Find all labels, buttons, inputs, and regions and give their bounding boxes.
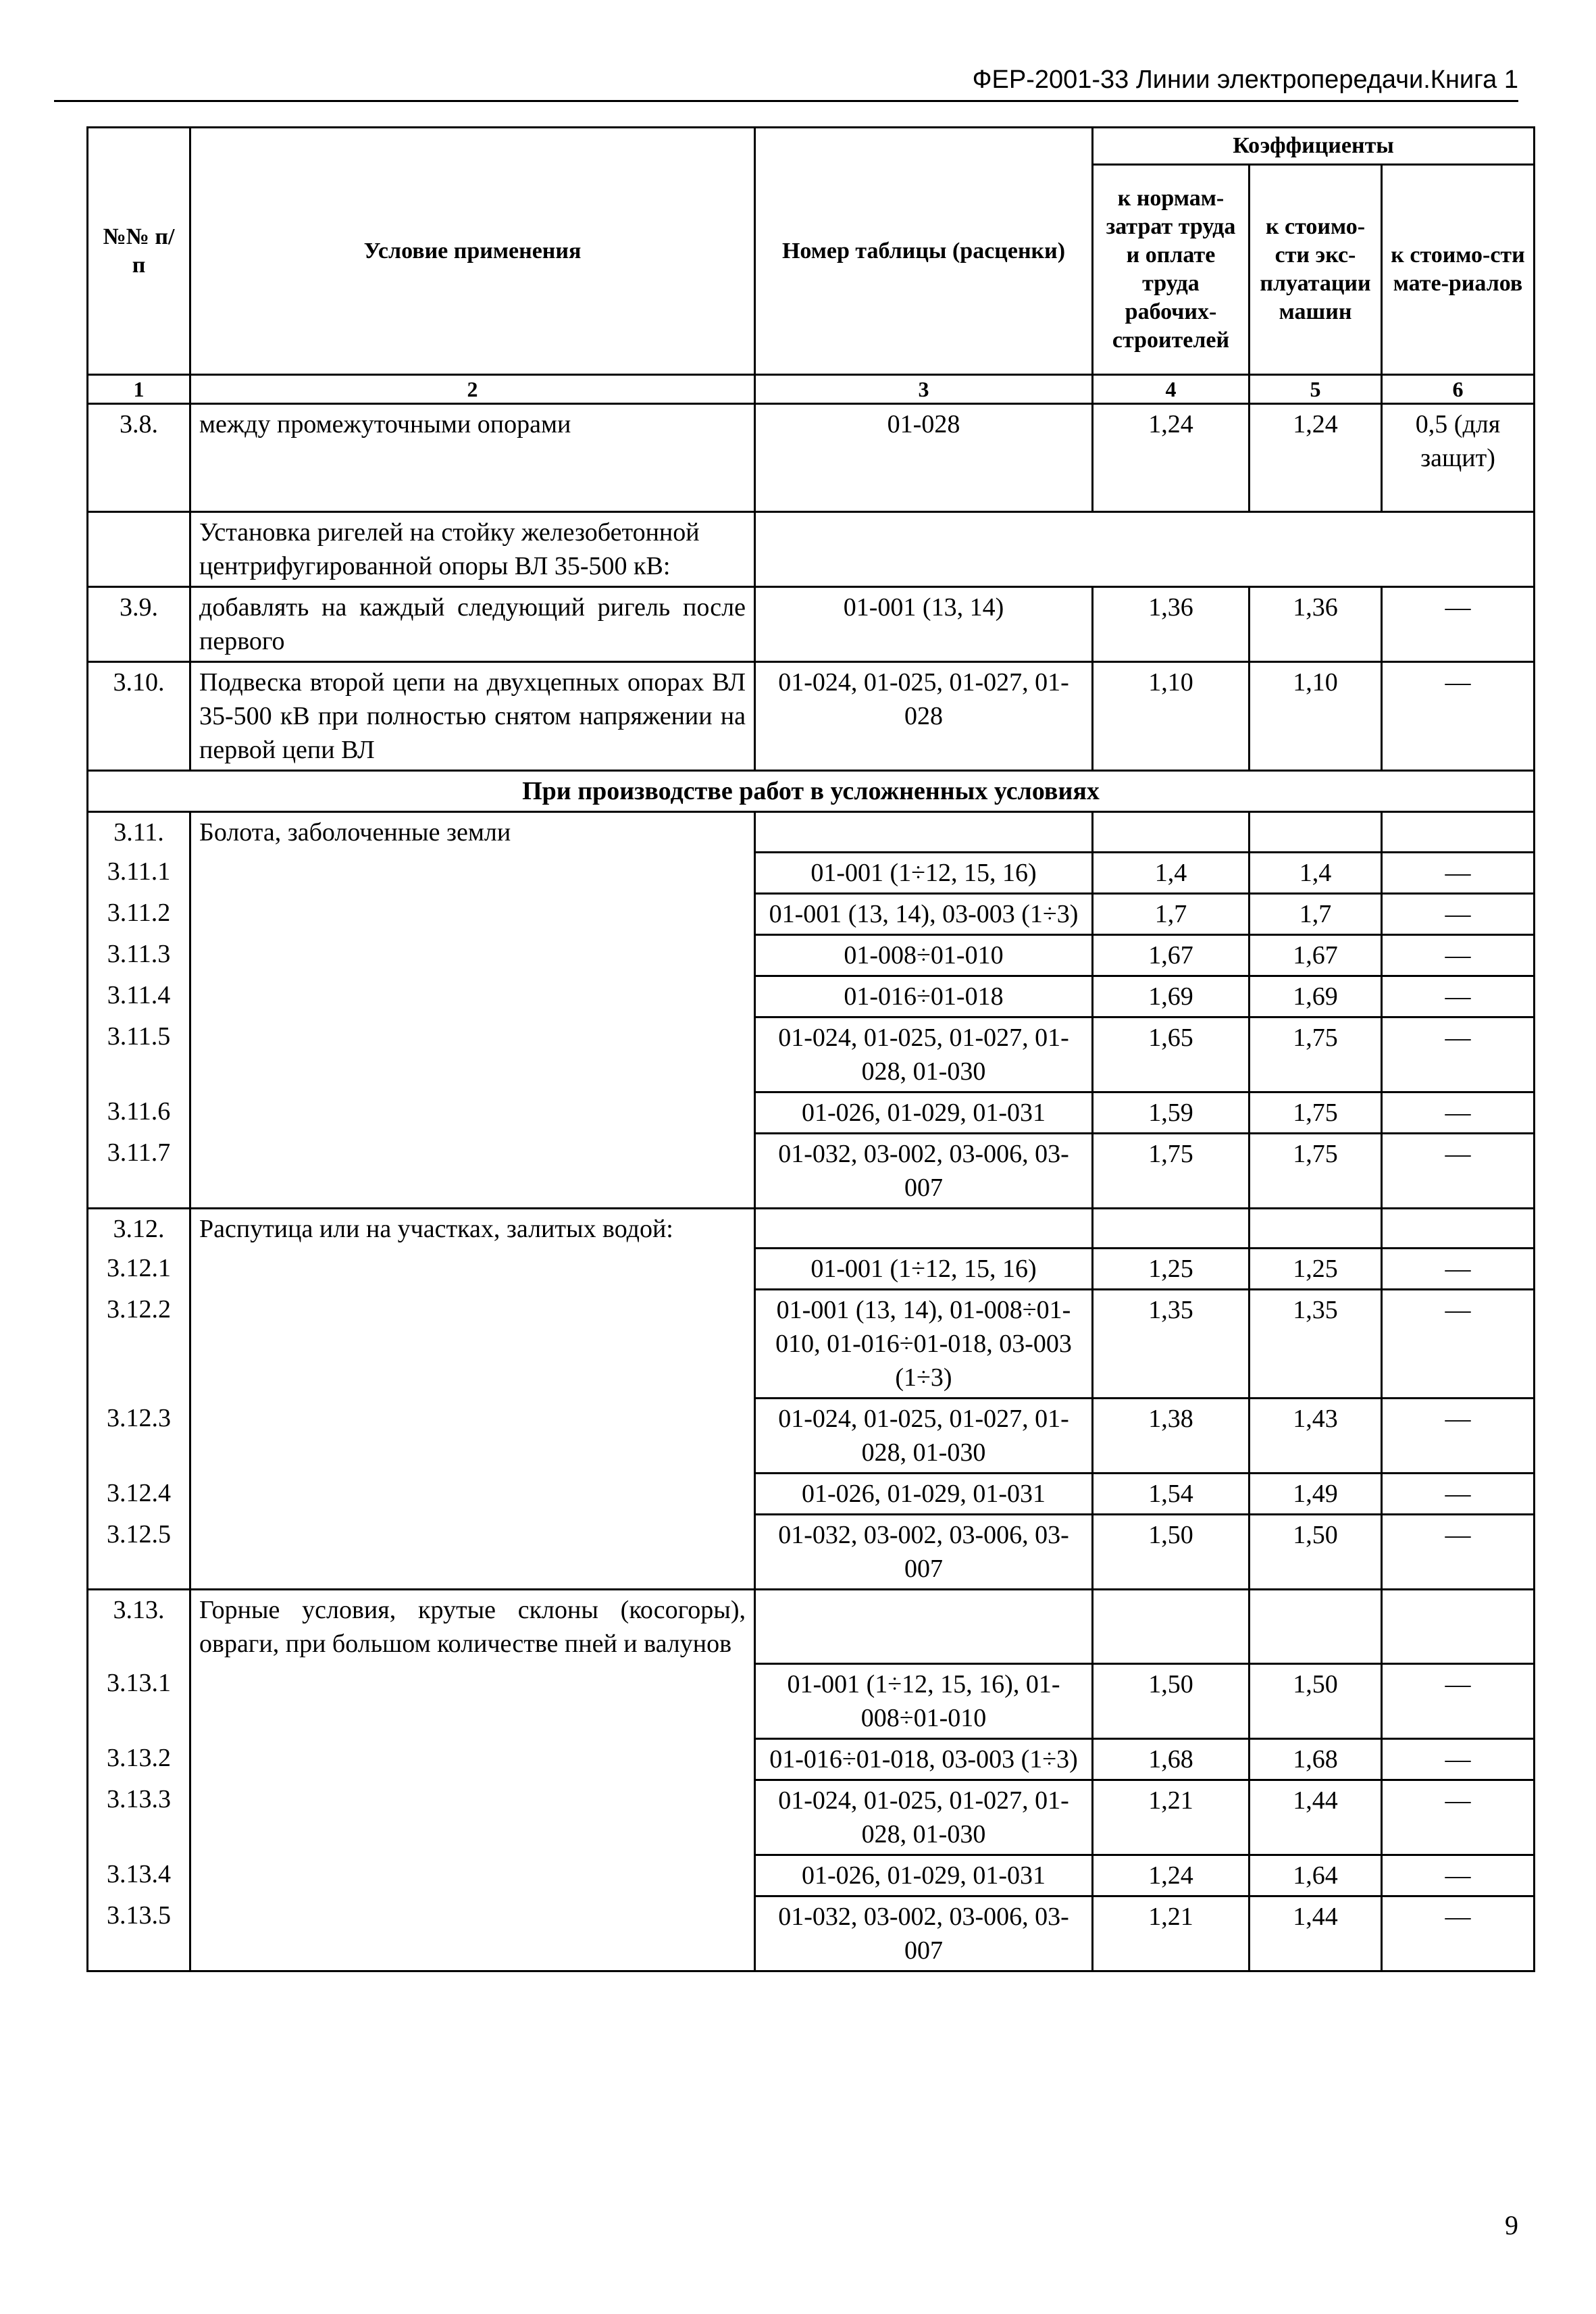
row-num: 3.10.	[88, 662, 190, 771]
col-number: 4	[1093, 375, 1250, 404]
col-number: 6	[1382, 375, 1535, 404]
group-machines-empty	[1250, 1590, 1382, 1664]
row-table: 01-026, 01-029, 01-031	[755, 1855, 1093, 1896]
row-machines: 1,49	[1250, 1474, 1382, 1515]
row-table: 01-032, 03-002, 03-006, 03-007	[755, 1133, 1093, 1208]
row-labor: 1,24	[1093, 404, 1250, 512]
row-condition-empty	[190, 1515, 755, 1590]
row-table: 01-016÷01-018	[755, 976, 1093, 1017]
header-num: №№ п/п	[88, 128, 190, 375]
row-materials: —	[1382, 1515, 1535, 1590]
row-condition-empty	[190, 1399, 755, 1474]
row-labor: 1,21	[1093, 1780, 1250, 1855]
section-row	[88, 771, 1535, 812]
row-table: 01-001 (1÷12, 15, 16)	[755, 1249, 1093, 1290]
row-labor: 1,50	[1093, 1663, 1250, 1738]
group-materials-empty	[1382, 1208, 1535, 1249]
group-num: 3.12.	[88, 1208, 190, 1249]
row-condition-empty	[190, 1290, 755, 1399]
row-materials: —	[1382, 1133, 1535, 1208]
group-table-empty	[755, 1208, 1093, 1249]
group-row	[88, 812, 1535, 853]
row-condition-empty	[190, 1738, 755, 1780]
header-labor: к нормам-затрат труда и оплате труда рабочих-строителей	[1093, 165, 1250, 375]
row-machines: 1,64	[1250, 1855, 1382, 1896]
group-row	[88, 1590, 1535, 1664]
row-machines: 1,10	[1250, 662, 1382, 771]
row-num: 3.11.2	[88, 893, 190, 934]
row-table: 01-001 (13, 14), 03-003 (1÷3)	[755, 893, 1093, 934]
row-materials: —	[1382, 1017, 1535, 1092]
row-materials: —	[1382, 1738, 1535, 1780]
group-row	[88, 1208, 1535, 1249]
row-table: 01-032, 03-002, 03-006, 03-007	[755, 1515, 1093, 1590]
row-materials: —	[1382, 1663, 1535, 1738]
row-labor: 1,21	[1093, 1896, 1250, 1971]
group-num: 3.13.	[88, 1590, 190, 1664]
header-coefficients: Коэффициенты	[1093, 128, 1535, 165]
row-table: 01-001 (1÷12, 15, 16)	[755, 852, 1093, 893]
row-table: 01-016÷01-018, 03-003 (1÷3)	[755, 1738, 1093, 1780]
group-machines-empty	[1250, 812, 1382, 853]
row-num: 3.12.4	[88, 1474, 190, 1515]
row-num: 3.8.	[88, 404, 190, 512]
row-condition-empty	[190, 1017, 755, 1092]
row-num: 3.12.5	[88, 1515, 190, 1590]
row-condition-empty	[190, 1249, 755, 1290]
row-condition-empty	[190, 1855, 755, 1896]
group-num: 3.11.	[88, 812, 190, 853]
row-materials: —	[1382, 1290, 1535, 1399]
row-labor: 1,10	[1093, 662, 1250, 771]
group-condition: Горные условия, крутые склоны (косогоры), овраги, при большом количестве пней и валунов	[190, 1590, 755, 1664]
row-materials: —	[1382, 852, 1535, 893]
row-materials: —	[1382, 1399, 1535, 1474]
row-condition-empty	[190, 1092, 755, 1133]
row-machines: 1,75	[1250, 1133, 1382, 1208]
row-num: 3.12.1	[88, 1249, 190, 1290]
row-num: 3.13.3	[88, 1780, 190, 1855]
row-machines: 1,69	[1250, 976, 1382, 1017]
table-row	[88, 1474, 1535, 1515]
row-num: 3.13.2	[88, 1738, 190, 1780]
group-machines-empty	[1250, 1208, 1382, 1249]
table-row	[88, 1780, 1535, 1855]
table-row	[88, 1663, 1535, 1738]
row-machines: 1,44	[1250, 1896, 1382, 1971]
row-materials: —	[1382, 587, 1535, 662]
header-table-no: Номер таблицы (расценки)	[755, 128, 1093, 375]
row-num: 3.11.7	[88, 1133, 190, 1208]
row-table: 01-008÷01-010	[755, 934, 1093, 976]
table-row	[88, 852, 1535, 893]
row-labor: 1,50	[1093, 1515, 1250, 1590]
row-table: 01-001 (13, 14)	[755, 587, 1093, 662]
table-header	[88, 128, 1535, 404]
row-labor: 1,25	[1093, 1249, 1250, 1290]
row-labor: 1,69	[1093, 976, 1250, 1017]
table-row	[88, 1092, 1535, 1133]
row-materials: —	[1382, 1855, 1535, 1896]
row-machines: 1,75	[1250, 1092, 1382, 1133]
group-labor-empty	[1093, 812, 1250, 853]
row-empty	[755, 512, 1535, 587]
col-number: 2	[190, 375, 755, 404]
group-table-empty	[755, 1590, 1093, 1664]
row-materials: —	[1382, 934, 1535, 976]
col-number: 5	[1250, 375, 1382, 404]
group-labor-empty	[1093, 1208, 1250, 1249]
header-materials: к стоимо-сти мате-риалов	[1382, 165, 1535, 375]
table-row	[88, 1738, 1535, 1780]
row-condition: Подвеска второй цепи на двухцепных опорах ВЛ 35-500 кВ при полностью снятом напряжении на первой цепи ВЛ	[190, 662, 755, 771]
row-condition: добавлять на каждый следующий ригель после первого	[190, 587, 755, 662]
row-labor: 1,67	[1093, 934, 1250, 976]
table-row	[88, 1249, 1535, 1290]
row-machines: 1,43	[1250, 1399, 1382, 1474]
row-materials: —	[1382, 1249, 1535, 1290]
col-number: 3	[755, 375, 1093, 404]
coefficients-table	[86, 126, 1535, 1972]
groups-body	[88, 812, 1535, 1971]
row-labor: 1,68	[1093, 1738, 1250, 1780]
row-machines: 1,68	[1250, 1738, 1382, 1780]
row-table: 01-001 (1÷12, 15, 16), 01-008÷01-010	[755, 1663, 1093, 1738]
group-materials-empty	[1382, 812, 1535, 853]
row-table: 01-028	[755, 404, 1093, 512]
row-condition-empty	[190, 1780, 755, 1855]
row-machines: 1,35	[1250, 1290, 1382, 1399]
table-row	[88, 404, 1535, 512]
row-labor: 1,59	[1093, 1092, 1250, 1133]
header-condition: Условие применения	[190, 128, 755, 375]
row-condition-empty	[190, 976, 755, 1017]
row-condition-empty	[190, 934, 755, 976]
table-row	[88, 662, 1535, 771]
row-labor: 1,4	[1093, 852, 1250, 893]
row-num: 3.11.1	[88, 852, 190, 893]
row-materials: —	[1382, 893, 1535, 934]
row-condition-empty	[190, 852, 755, 893]
table-row	[88, 1290, 1535, 1399]
row-machines: 1,50	[1250, 1515, 1382, 1590]
table-row	[88, 1896, 1535, 1971]
row-table: 01-024, 01-025, 01-027, 01-028, 01-030	[755, 1780, 1093, 1855]
row-table: 01-032, 03-002, 03-006, 03-007	[755, 1896, 1093, 1971]
row-condition-empty	[190, 1474, 755, 1515]
row-num: 3.13.5	[88, 1896, 190, 1971]
row-machines: 1,75	[1250, 1017, 1382, 1092]
table-row	[88, 1017, 1535, 1092]
section-title: При производстве работ в усложненных условиях	[88, 771, 1535, 812]
row-num: 3.9.	[88, 587, 190, 662]
row-materials: —	[1382, 1092, 1535, 1133]
row-num: 3.12.2	[88, 1290, 190, 1399]
row-machines: 1,50	[1250, 1663, 1382, 1738]
coefficients-table-container	[86, 126, 1533, 1972]
row-machines: 1,25	[1250, 1249, 1382, 1290]
row-num: 3.13.4	[88, 1855, 190, 1896]
row-materials: —	[1382, 662, 1535, 771]
group-condition: Болота, заболоченные земли	[190, 812, 755, 853]
row-num	[88, 512, 190, 587]
table-row	[88, 893, 1535, 934]
row-condition-empty	[190, 893, 755, 934]
group-labor-empty	[1093, 1590, 1250, 1664]
group-condition: Распутица или на участках, залитых водой:	[190, 1208, 755, 1249]
table-row	[88, 512, 1535, 587]
row-condition-empty	[190, 1663, 755, 1738]
row-materials: —	[1382, 1780, 1535, 1855]
row-labor: 1,38	[1093, 1399, 1250, 1474]
row-machines: 1,4	[1250, 852, 1382, 893]
table-row	[88, 1515, 1535, 1590]
group-materials-empty	[1382, 1590, 1535, 1664]
row-labor: 1,24	[1093, 1855, 1250, 1896]
row-table: 01-026, 01-029, 01-031	[755, 1474, 1093, 1515]
row-table: 01-024, 01-025, 01-027, 01-028, 01-030	[755, 1399, 1093, 1474]
row-table: 01-026, 01-029, 01-031	[755, 1092, 1093, 1133]
row-num: 3.11.4	[88, 976, 190, 1017]
row-labor: 1,75	[1093, 1133, 1250, 1208]
document-header: ФЕР-2001-33 Линии электропередачи.Книга 1	[54, 59, 1518, 102]
row-machines: 1,44	[1250, 1780, 1382, 1855]
table-row	[88, 1133, 1535, 1208]
row-machines: 1,7	[1250, 893, 1382, 934]
row-num: 3.11.5	[88, 1017, 190, 1092]
row-num: 3.11.6	[88, 1092, 190, 1133]
row-table: 01-001 (13, 14), 01-008÷01-010, 01-016÷01-018, 03-003 (1÷3)	[755, 1290, 1093, 1399]
row-machines: 1,67	[1250, 934, 1382, 976]
row-materials: —	[1382, 976, 1535, 1017]
row-condition-empty	[190, 1896, 755, 1971]
row-num: 3.12.3	[88, 1399, 190, 1474]
row-labor: 1,36	[1093, 587, 1250, 662]
row-labor: 1,7	[1093, 893, 1250, 934]
row-labor: 1,35	[1093, 1290, 1250, 1399]
row-machines: 1,24	[1250, 404, 1382, 512]
group-table-empty	[755, 812, 1093, 853]
row-materials: 0,5 (для защит)	[1382, 404, 1535, 512]
row-table: 01-024, 01-025, 01-027, 01-028	[755, 662, 1093, 771]
table-row	[88, 934, 1535, 976]
row-table: 01-024, 01-025, 01-027, 01-028, 01-030	[755, 1017, 1093, 1092]
row-condition: Установка ригелей на стойку железобетонной центрифугированной опоры ВЛ 35-500 кВ:	[190, 512, 755, 587]
column-numbers-row	[88, 375, 1535, 404]
col-number: 1	[88, 375, 190, 404]
header-machines: к стоимо-сти экс-плуатации машин	[1250, 165, 1382, 375]
row-condition-empty	[190, 1133, 755, 1208]
row-condition: между промежуточными опорами	[190, 404, 755, 512]
table-row	[88, 587, 1535, 662]
row-materials: —	[1382, 1896, 1535, 1971]
row-materials: —	[1382, 1474, 1535, 1515]
row-labor: 1,54	[1093, 1474, 1250, 1515]
row-labor: 1,65	[1093, 1017, 1250, 1092]
row-num: 3.13.1	[88, 1663, 190, 1738]
table-row	[88, 1399, 1535, 1474]
row-num: 3.11.3	[88, 934, 190, 976]
page-number: 9	[1505, 2210, 1518, 2240]
row-machines: 1,36	[1250, 587, 1382, 662]
table-row	[88, 1855, 1535, 1896]
table-row	[88, 976, 1535, 1017]
